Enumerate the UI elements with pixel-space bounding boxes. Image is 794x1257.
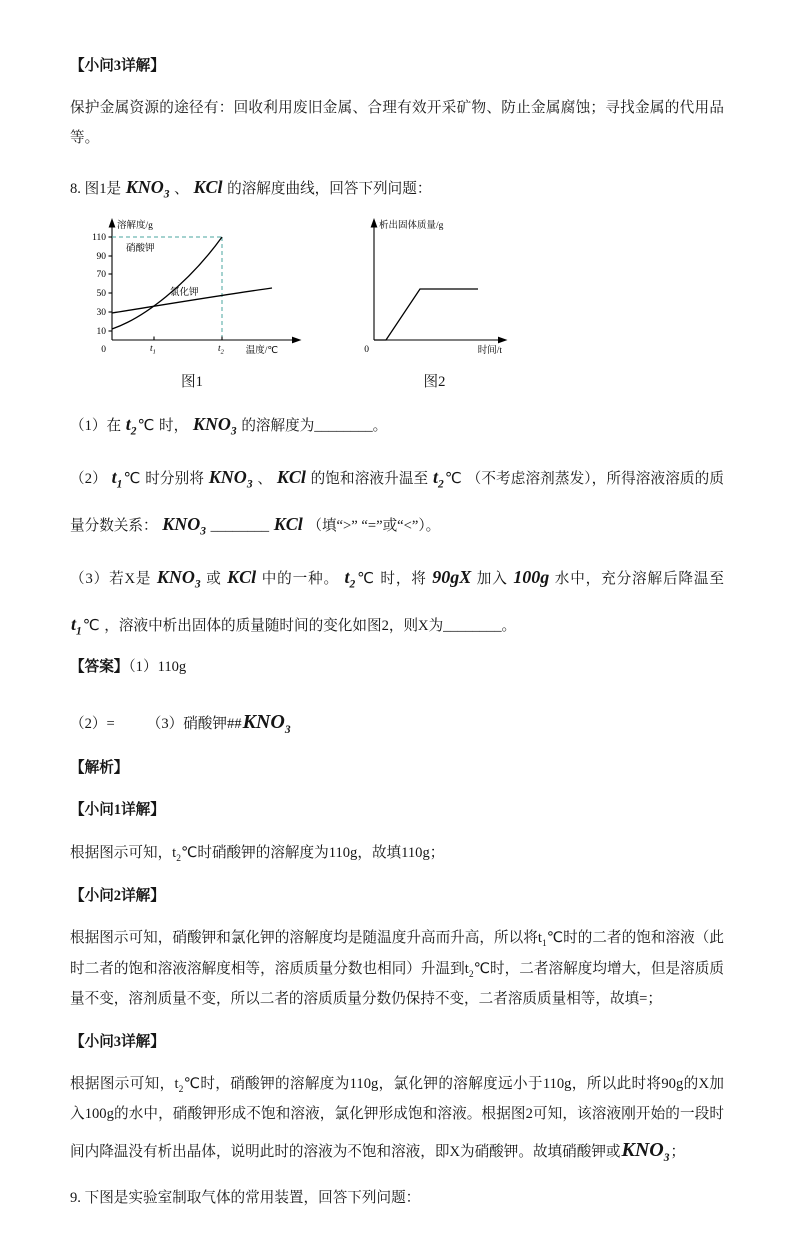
y-axis-label: 析出固体质量/g: [379, 221, 444, 232]
q1-text-a: （1）在: [70, 418, 122, 435]
q2-text-h: （填“>” “=”或“<”）。: [307, 517, 441, 534]
q2-text-e: （不考虑溶剂蒸发），所得溶液溶质的质量分数关系：: [70, 471, 724, 534]
kcl-formula: KCl: [276, 467, 306, 488]
question-8-title: [70, 167, 724, 208]
celsius-symbol: ℃: [82, 617, 100, 634]
solubility-chart-svg: [72, 212, 312, 364]
x-axis-arrow: [498, 337, 508, 344]
origin-label: 0: [101, 345, 106, 356]
kno3-formula-large: $KNO_3$: [621, 1139, 670, 1165]
question-8-3: [70, 554, 724, 648]
y-tick-label-50: 50: [96, 289, 106, 300]
q1-text-b: 时，: [159, 418, 189, 435]
figure-1-caption: 图1: [181, 374, 203, 391]
y-axis-label: 溶解度/g: [117, 221, 153, 232]
y-tick-label-70: 70: [96, 270, 106, 281]
subq2-explanation: [70, 924, 724, 1015]
kno3-formula: $KNO_3$: [208, 467, 253, 491]
subq3-explanation: [70, 1070, 724, 1171]
answer-header: 【答案】: [70, 659, 129, 676]
y-tick-label-110: 110: [92, 233, 106, 244]
q2-text-c: 、: [257, 471, 273, 488]
kcl-formula: KCl: [193, 177, 223, 197]
exp3-text-a: 根据图示可知，t: [70, 1076, 179, 1093]
kno3-formula: $KNO_3$: [156, 566, 201, 591]
q3-text-a: （3）若X是: [70, 570, 152, 587]
y-tick-label-30: 30: [96, 308, 106, 319]
kno3-formula-large: $KNO_3$: [242, 711, 291, 737]
kno3-formula: $KNO_3$: [162, 513, 206, 538]
kcl-curve-label: 氯化钾: [170, 288, 199, 299]
x-axis-label: 时间/t: [477, 346, 502, 357]
answer-line-1: [70, 653, 724, 683]
precipitate-mass-line: [374, 289, 478, 340]
q3-text-d: 时，将: [380, 570, 427, 587]
exp2-text-a: 根据图示可知，硝酸钾和氯化钾的溶解度均是随温度升高而升高，所以将t: [70, 930, 542, 947]
q2-text-d: 的饱和溶液升温至: [310, 471, 429, 488]
answer-part-2: （2）=: [70, 716, 115, 733]
celsius-symbol: ℃: [356, 570, 375, 587]
answer-part-3: （3）硝酸钾##: [146, 716, 242, 733]
subq1-explanation: [70, 839, 724, 869]
y-tick-label-10: 10: [96, 327, 106, 338]
x-tick-label-t1: $t_1$: [150, 344, 156, 356]
exp2-text-c: ℃时，二者溶解度均增大，但是溶质质量不变，溶剂质量不变，所以二者的溶质质量分数仍保持不变，二者溶质质量相等，故填=；: [70, 960, 724, 1007]
exp1-text-b: ℃时硝酸钾的溶解度为110g，故填110g；: [180, 844, 445, 861]
t2-formula: $t_2$: [344, 566, 356, 591]
celsius-symbol: ℃: [137, 418, 155, 435]
q8-text-c: 的溶解度曲线，回答下列问题：: [227, 181, 432, 197]
q3-text-e: 加入: [476, 570, 508, 587]
analysis-header: 【解析】: [70, 760, 129, 777]
subq1-header: 【小问1详解】: [70, 802, 165, 819]
prev-subq3-header: 【小问3详解】: [70, 58, 165, 74]
figure-2-caption: 图2: [423, 374, 446, 391]
q3-text-f: 水中，充分溶解后降温至: [554, 570, 724, 587]
t2-formula: $t_2$: [125, 414, 137, 438]
answer-line-2: [70, 696, 724, 748]
t1-formula: $t_1$: [111, 467, 123, 491]
charts-row: [72, 212, 724, 391]
kcl-formula: KCl: [227, 566, 257, 587]
t1-formula: $t_1$: [71, 613, 82, 638]
x-tick-label-t2: $t_2$: [218, 344, 224, 356]
t2-subscript: 2: [178, 1084, 184, 1095]
subq3-header: 【小问3详解】: [70, 1033, 165, 1050]
q3-text-c: 中的一种。: [261, 570, 339, 587]
exp1-text-a: 根据图示可知，t: [70, 844, 177, 861]
subq2-header: 【小问2详解】: [70, 888, 165, 905]
x-axis-label: 温度/℃: [245, 346, 278, 357]
precipitate-chart-svg: [352, 212, 517, 364]
exp3-text-c: ；: [670, 1144, 686, 1161]
figure-2-precipitate-mass: [352, 212, 517, 391]
q8-text-b: 、: [174, 181, 189, 197]
question-8-2: [70, 454, 724, 548]
q3-text-g: ，溶液中析出固体的质量随时间的变化如图2，则X为________。: [104, 617, 517, 634]
kcl-formula: KCl: [273, 513, 303, 534]
question-9-title: 9. 下图是实验室制取气体的常用装置，回答下列问题：: [70, 1190, 421, 1207]
figure-1-solubility-curves: [72, 212, 312, 391]
y-axis-arrow: [109, 218, 116, 228]
kno3-curve-label: 硝酸钾: [126, 244, 155, 255]
exp2-text-b: ℃时的二者的饱和溶液（此时二者的饱和溶液溶解度相等，溶质质量分数也相同）升温到t: [70, 930, 725, 977]
t2-formula: $t_2$: [433, 467, 444, 491]
celsius-symbol: ℃: [123, 471, 141, 488]
q2-text-a: （2）: [70, 471, 107, 488]
q3-text-b: 或: [206, 570, 222, 587]
t1-subscript: 1: [541, 939, 547, 950]
q2-blank: ________: [210, 517, 270, 534]
kno3-formula: $KNO_3$: [192, 414, 237, 438]
q2-text-b: 时分别将: [145, 471, 205, 488]
answer-part-1: （1）110g: [128, 659, 187, 676]
q1-text-c: 的溶解度为________。: [241, 418, 388, 435]
y-tick-label-90: 90: [96, 252, 106, 263]
origin-label: 0: [364, 345, 369, 356]
celsius-symbol: ℃: [444, 471, 462, 488]
y-axis-arrow: [371, 218, 378, 228]
metal-resources-paragraph: 保护金属资源的途径有：回收利用废旧金属、合理有效开采矿物、防止金属腐蚀；寻找金属的代用品等。: [70, 100, 724, 147]
question-8-1: [70, 401, 724, 448]
mass-100g-formula: 100g: [513, 566, 550, 587]
t2-subscript: 2: [468, 969, 474, 980]
x-axis-arrow: [292, 337, 302, 344]
t2-subscript: 2: [176, 853, 181, 864]
exp3-text-b: ℃时，硝酸钾的溶解度为110g，氯化钾的溶解度远小于110g，所以此时将90g的X加入100g的水中，硝酸钾形成不饱和溶液，氯化钾形成饱和溶液。根据图2可知，该溶液刚开始的一段时间内降温没有析出晶体，说明此时的溶液为不饱和溶液，即X为硝酸钾。故填硝酸钾或: [70, 1076, 724, 1161]
mass-90gx-formula: 90gX: [432, 566, 472, 587]
q8-text-a: 8. 图1是: [70, 181, 122, 197]
kno3-formula: $KNO_3$: [125, 177, 170, 201]
